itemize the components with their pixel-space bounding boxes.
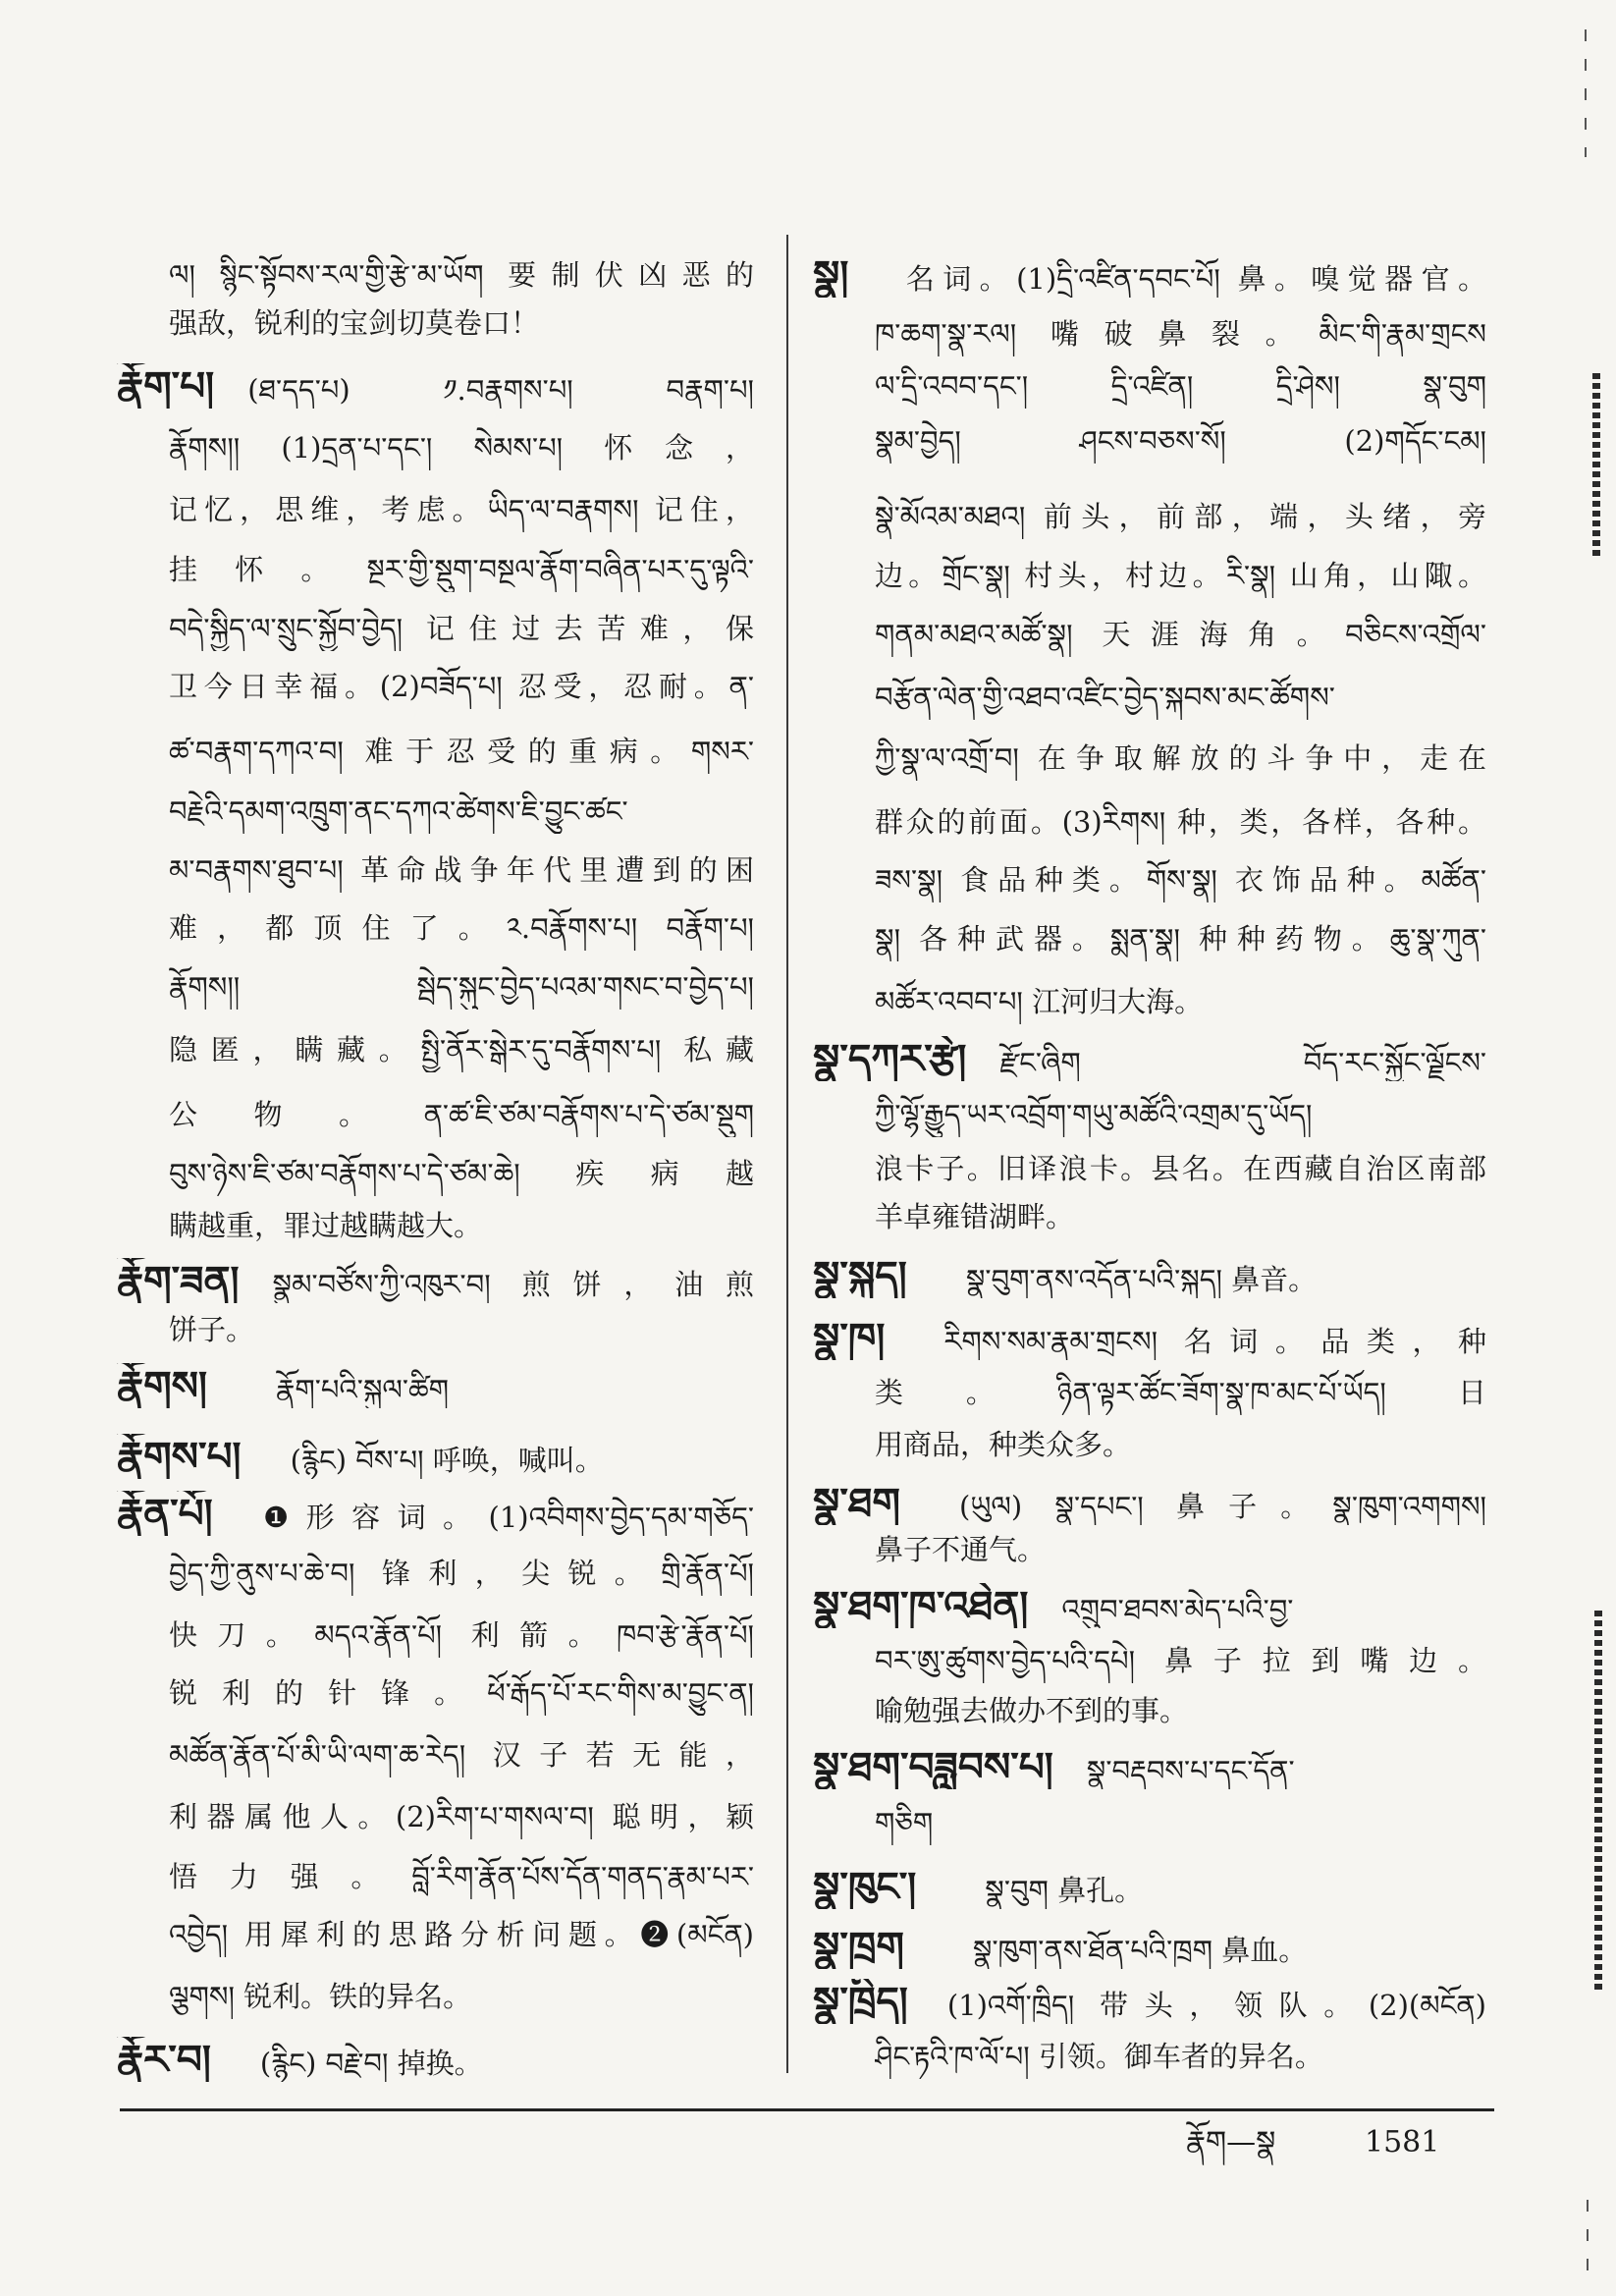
- headword: རྣོགས་པ།: [117, 1434, 242, 1479]
- guide-words: རྣོག—སྣ: [1186, 2125, 1276, 2159]
- entry-line: [813, 1864, 1486, 1909]
- entry-line: ཟས་སྣ། 食品种类。གོས་སྣ། 衣饰品种。མཚོན་: [875, 863, 1486, 897]
- entry-line: མ་བརྣགས་ཐུབ་པ། 革命战争年代里遭到的困: [169, 853, 754, 887]
- entry-line: [813, 1253, 1486, 1298]
- entry-line: 卫今日幸福。(2)བཟོད་པ། 忍受，忍耐。ན་: [169, 670, 754, 703]
- entry-line: [813, 1583, 1486, 1628]
- headword: སྣ་ཁྲིད།: [813, 1979, 908, 2024]
- entry-line: 悟力强。བློ་རིག་རྣོན་པོས་དོན་གནད་རྣམ་པར་: [169, 1860, 754, 1893]
- entry-line: བུས་ཉེས་ཇི་ཙམ་བརྣོགས་པ་དེ་ཙམ་ཆེ། 疾病越: [169, 1157, 754, 1190]
- entry-text: རིགས་སམ་རྣམ་གྲངས། 名词。品类，种: [943, 1325, 1486, 1358]
- entry-text: རྫོང་ཞིག བོད་རང་སྐྱོང་ལྗོངས་: [999, 1046, 1486, 1079]
- entry-line: བྱེད་ཀྱི་ནུས་པ་ཆེ་བ། 锋利，尖锐。གྲི་རྣོན་པོ།: [169, 1557, 754, 1590]
- entry-line: གཅིག: [875, 1806, 934, 1839]
- scan-edge-mark: [1592, 373, 1600, 560]
- entry-line: མཚོན་རྣོན་པོ་མི་ཡི་ལག་ཆ་རེད། 汉子若无能，: [169, 1738, 754, 1772]
- headword: རྣོག་པ།: [117, 363, 215, 409]
- entry-line: 记忆，思维，考虑。ཡིད་ལ་བརྣགས། 记住，: [169, 493, 754, 526]
- entry-line: [117, 2037, 754, 2082]
- headword: སྣ་ཁྲག: [813, 1924, 904, 1969]
- headword: སྣ་དཀར་རྩེ།: [813, 1036, 967, 1081]
- headword: སྣ།: [813, 252, 849, 298]
- entry-line: ཀྱི་སྣ་ལ་འགྲོ་བ། 在争取解放的斗争中，走在: [875, 741, 1486, 775]
- scan-edge-mark: [1594, 1611, 1602, 1994]
- entry-line: 用商品，种类众多。: [875, 1428, 1132, 1461]
- entry-line: སྣམ་བྱེད། ཤངས་བཅས་སོ། (2)གདོང་ངམ།: [875, 424, 1486, 458]
- entry-line: [117, 1434, 754, 1479]
- entry-line: 锐利的针锋。ཕོ་རྒོད་པོ་རང་གིས་མ་བྱུང་ན།: [169, 1676, 754, 1710]
- entry-line: བརྩོན་ལེན་གྱི་འཐབ་འཛིང་བྱེད་སྐབས་མང་ཚོགས་: [875, 681, 1335, 714]
- entry-line: འབྱེད། 用犀利的思路分析问题。❷(མངོན): [169, 1918, 754, 1951]
- entry-line: 喻勉强去做办不到的事。: [875, 1694, 1189, 1727]
- entry-line: [813, 1315, 1486, 1360]
- headword: སྣ་ཐག་བཟླབས་པ།: [813, 1744, 1053, 1789]
- entry-line: 快刀。མདའ་རྣོན་པོ། 利箭。ཁབ་རྩེ་རྣོན་པོ།: [169, 1618, 754, 1652]
- entry-line: ལྕགས། 锐利。铁的异名。: [169, 1980, 472, 2013]
- entry-text: སྣ་བུག་ནས་འདོན་པའི་སྐད། 鼻音。: [965, 1263, 1318, 1296]
- entry-line: 浪卡子。旧译浪卡。县名。在西藏自治区南部: [875, 1152, 1486, 1185]
- headword: རྣོག་ཟན།: [117, 1258, 240, 1303]
- entry-text: འགྲུབ་ཐབས་མེད་པའི་བྱ་: [1061, 1593, 1294, 1626]
- headword: རྣོགས།: [117, 1363, 208, 1408]
- entry-text: རྣོག་པའི་སྐུལ་ཚིག: [276, 1373, 450, 1406]
- entry-text: (རྙིང) བོས་པ། 呼唤，喊叫。: [290, 1444, 604, 1477]
- entry-line: 公物。ན་ཚ་ཇི་ཙམ་བརྣོགས་པ་དེ་ཙམ་སྡུག: [169, 1098, 754, 1131]
- entry-line: མཚོར་འབབ་པ། 江河归大海。: [875, 985, 1204, 1018]
- entry-line: སྣ། 各种武器。སྨན་སྣ། 种种药物。ཆུ་སྣ་ཀུན་: [875, 922, 1486, 956]
- entry-line: རྣོགས།། (1)དྲན་པ་དང་། སེམས་པ། 怀念，: [169, 431, 754, 465]
- entry-text: སྣ་ཁུག་ནས་ཐོན་པའི་ཁྲག 鼻血。: [972, 1934, 1308, 1967]
- footer-rule: [120, 2108, 1494, 2111]
- headword: སྣ་ཁུང་།: [813, 1864, 917, 1909]
- entry-line: 鼻子不通气。: [875, 1533, 1047, 1566]
- headword: རྣོར་བ།: [117, 2037, 211, 2082]
- scan-edge-mark: [1585, 29, 1587, 157]
- entry-line: ཀྱི་ལྷོ་རྒྱུད་ཡར་འབྲོག་གཡུ་མཚོའི་འགྲམ་དུ་ཡོད།: [875, 1098, 1313, 1131]
- entry-line: [117, 1258, 754, 1303]
- entry-line: [117, 363, 754, 409]
- page-number: 1581: [1365, 2125, 1440, 2159]
- entry-line: [813, 1924, 1486, 1969]
- entry-text: (1)འགོ་ཁྲིད། 带头，领队。(2)(མངོན): [946, 1989, 1486, 2022]
- entry-line: རྣོགས།། སྦེད་སྐུང་བྱེད་པའམ་གསང་བ་བྱེད་པ།: [169, 970, 754, 1004]
- entry-line: གནམ་མཐའ་མཚོ་སྣ། 天涯海角。བཅིངས་འགྲོལ་: [875, 618, 1486, 651]
- entry-line: 隐匿，瞒藏。སྤྱི་ནོར་སྒེར་དུ་བརྣོགས་པ། 私藏: [169, 1033, 754, 1066]
- entry-line: ཚ་བརྣག་དཀའ་བ། 难于忍受的重病。གསར་: [169, 735, 754, 768]
- entry-line: 类。ཉིན་ལྟར་ཚོང་ཟོག་སྣ་ཁ་མང་པོ་ཡོད། 日: [875, 1376, 1486, 1409]
- entry-line: ལ་དྲི་འབབ་དང་། དྲི་འཛིན། དྲི་ཤེས། སྣ་བུག: [875, 369, 1486, 403]
- entry-line: ཤིང་རྟའི་ཁ་ལོ་པ། 引领。御车者的异名。: [875, 2040, 1323, 2073]
- entry-line: ལ། སྙིང་སྟོབས་རལ་གྱི་རྩེ་མ་ཡོག 要制伏凶恶的: [169, 258, 754, 292]
- entry-line: 群众的前面。(3)རིགས། 种，类，各样，各种。: [875, 805, 1486, 839]
- entry-line: [813, 1480, 1486, 1525]
- headword: རྣོན་པོ།: [117, 1491, 213, 1536]
- entry-line: བརྗེའི་དམག་འཁྲུག་ནང་དཀའ་ཚེགས་ཇི་བྱུང་ཚང་: [169, 794, 628, 828]
- entry-line: 边。གྲོང་སྣ། 村头，村边。རི་སྣ། 山角，山陬。: [875, 559, 1486, 592]
- entry-line: 难，都顶住了。༢.བརྣོགས་པ། བརྣོག་པ།: [169, 911, 754, 945]
- headword: སྣ་སྐད།: [813, 1253, 907, 1298]
- headword: སྣ་ཐག་ཁ་འཐེན།: [813, 1583, 1029, 1628]
- entry-line: [813, 1744, 1486, 1789]
- entry-text: (ཡུལ) སྣ་དཔང་། 鼻子。སྣ་ཁུག་འགགས།: [959, 1490, 1486, 1523]
- entry-text: སྣ་བུག 鼻孔。: [985, 1874, 1144, 1907]
- entry-line: 羊卓雍错湖畔。: [875, 1200, 1075, 1233]
- entry-line: [117, 1491, 754, 1536]
- entry-text: སྣུམ་བཙོས་ཀྱི་འཁུར་བ། 煎饼，油煎: [272, 1268, 754, 1301]
- headword: སྣ་ཐག: [813, 1480, 900, 1525]
- scan-edge-mark: [1587, 2200, 1589, 2288]
- entry-line: 饼子。: [169, 1313, 255, 1346]
- entry-line: [813, 1036, 1486, 1081]
- entry-line: [813, 252, 1486, 298]
- entry-text: ❶形容词。(1)འབིགས་བྱེད་དམ་གཅོད་: [245, 1501, 754, 1534]
- entry-text: (ཐ་དད་པ) ༡.བརྣགས་པ། བརྣག་པ།: [247, 373, 754, 407]
- entry-text: 名词。(1)དྲི་འཛིན་དབང་པོ། 鼻。嗅觉器官。: [897, 262, 1486, 296]
- entry-text: སྣ་བརྡབས་པ་དང་དོན་: [1086, 1754, 1295, 1787]
- entry-line: 利器属他人。(2)རིག་པ་གསལ་བ། 聪明，颖: [169, 1800, 754, 1833]
- headword: སྣ་ཁ།: [813, 1315, 886, 1360]
- entry-line: 瞒越重，罪过越瞒越大。: [169, 1209, 483, 1242]
- entry-line: [117, 1363, 754, 1408]
- column-divider: [786, 235, 788, 2073]
- entry-line: ཁ་ཆག་སྣ་རལ། 嘴破鼻裂。མིང་གི་རྣམ་གྲངས: [875, 317, 1486, 351]
- entry-text: (རྙིང) བརྗེ་བ། 掉换。: [259, 2047, 483, 2080]
- entry-line: སྣེ་མོའམ་མཐའ། 前头，前部，端，头绪，旁: [875, 500, 1486, 533]
- entry-line: བདེ་སྐྱིད་ལ་སྲུང་སྐྱོབ་བྱེད། 记住过去苦难，保: [169, 612, 754, 645]
- entry-line: 强敌，锐利的宝剑切莫卷口！: [169, 306, 540, 340]
- entry-line: བར་ཨུ་ཚུགས་བྱེད་པའི་དཔེ། 鼻子拉到嘴边。: [875, 1644, 1486, 1677]
- entry-line: 挂怀。སྔར་གྱི་སྡུག་བསྔལ་རྣོག་བཞིན་པར་དུ་ལྟའི་: [169, 553, 754, 586]
- entry-line: [813, 1979, 1486, 2024]
